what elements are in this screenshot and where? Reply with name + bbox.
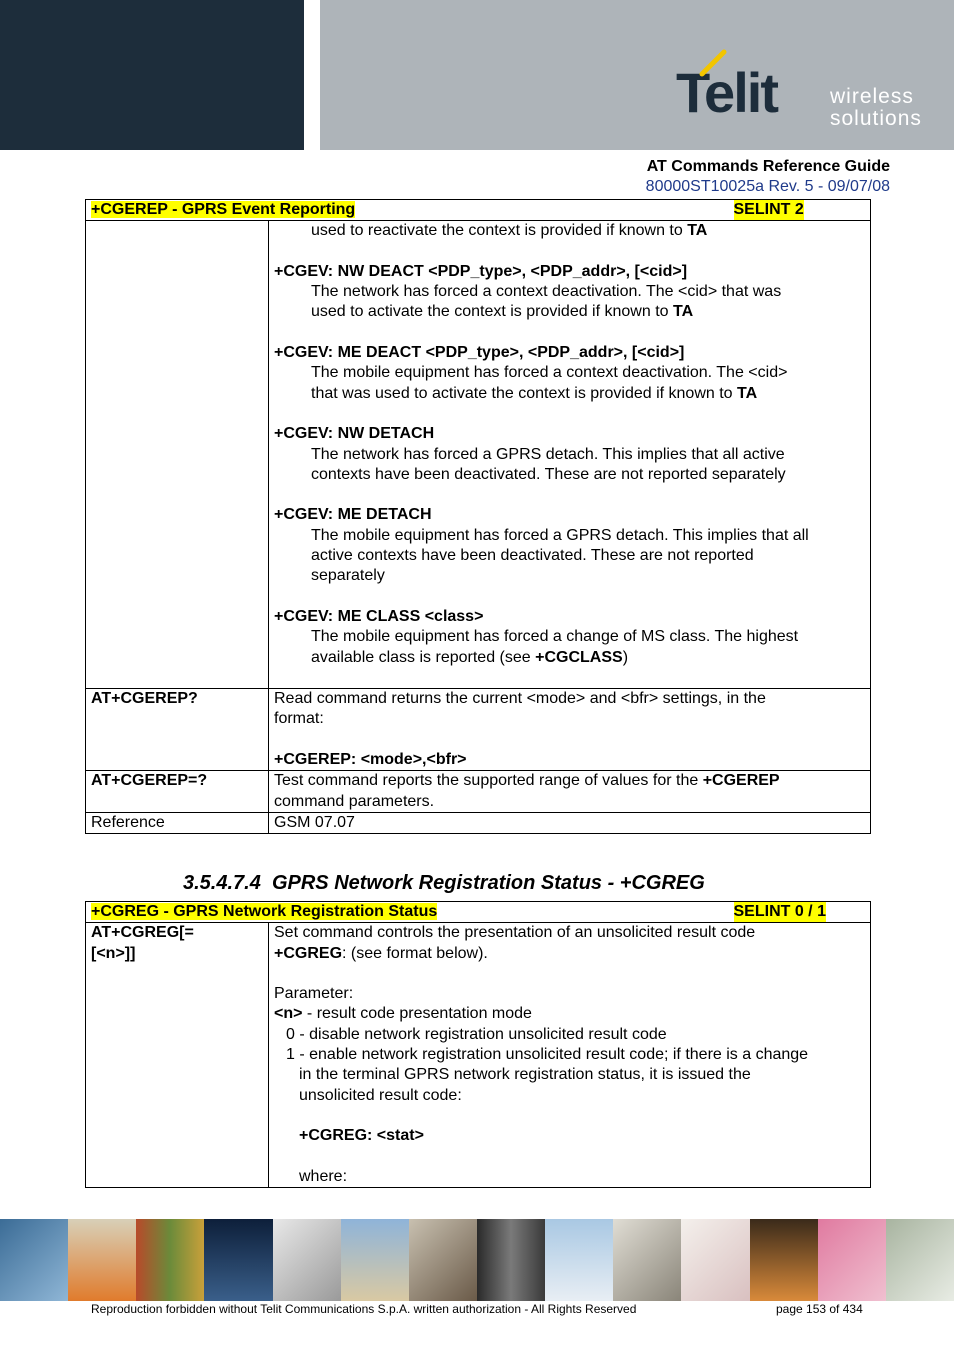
photo-tile xyxy=(0,1219,68,1301)
command-cell: AT+CGREG[= [<n>]] xyxy=(86,923,269,1188)
logo-word: Telit xyxy=(676,61,777,124)
photo-tile xyxy=(613,1219,681,1301)
description-cell: Set command controls the presentation of an unsolicited result code +CGREG: (see format below). Parameter: <n> - result code presentation mode 0 - disable network registration unsolicited result code 1 - enable network registration unsolicited result code; if there is a change in the terminal GPRS network registration status, it is issued the unsolicited result code: +CGREG: <stat> where: xyxy=(269,923,871,1188)
section-heading: 3.5.4.7.4 GPRS Network Registration Status - +CGREG xyxy=(183,872,705,894)
photo-tile xyxy=(545,1219,613,1301)
photo-tile xyxy=(477,1219,545,1301)
selint-badge: SELINT 0 / 1 xyxy=(734,902,826,922)
event-heading: +CGEV: ME DEACT <PDP_type>, <PDP_addr>, [<cid>] xyxy=(274,344,685,362)
telit-logo xyxy=(676,60,777,125)
cgerep-table xyxy=(85,199,871,834)
header-dark-panel xyxy=(0,0,304,150)
photo-tile xyxy=(818,1219,886,1301)
selint-badge: SELINT 2 xyxy=(734,200,804,220)
description-cell: Test command reports the supported range of values for the +CGEREP command parameters. xyxy=(269,771,871,813)
photo-tile xyxy=(341,1219,409,1301)
photo-tile xyxy=(68,1219,136,1301)
table-row xyxy=(86,812,871,833)
photo-tile xyxy=(204,1219,272,1301)
event-heading: +CGEV: ME CLASS <class> xyxy=(274,607,484,625)
table-row xyxy=(86,771,871,813)
reference-label: Reference xyxy=(86,812,269,833)
photo-tile xyxy=(409,1219,477,1301)
description-cell: Read command returns the current <mode> and <bfr> settings, in the format: +CGEREP: <mode>,<bfr> xyxy=(269,689,871,771)
footer-copyright: Reproduction forbidden without Telit Communications S.p.A. written authorization - All Rights Reserved xyxy=(91,1302,637,1316)
doc-title: AT Commands Reference Guide xyxy=(646,158,890,175)
cgreg-table xyxy=(85,901,871,1188)
table-header-row xyxy=(86,200,871,221)
reference-value: GSM 07.07 xyxy=(269,812,871,833)
photo-tile xyxy=(750,1219,818,1301)
table-row xyxy=(86,221,871,689)
continuation-cell: used to reactivate the context is provided if known to TA +CGEV: NW DEACT <PDP_type>, <PDP_addr>, [<cid>] The network has forced a context deactivation. The <cid> that was used to activate the context is provided if known to TA +CGEV: ME DEACT <PDP_type>, <PDP_addr>, [<cid>] The mobile equipment has forced a context deactivation. The <cid> that was used to activate the context is provided if known to TA +CGEV: NW DETACH The network has forced a GPRS detach. This implies that all active contexts have been deactivated. These are not reported separately +CGEV: ME DETACH The mobile equipment has forced a GPRS detach. This implies that all active contexts have been deactivated. These are not reported separately +CGEV: ME CLASS <class> The mobile equipment has forced a change of MS class. The highest available class is reported (see +CGCLASS) xyxy=(269,221,871,689)
photo-tile xyxy=(886,1219,954,1301)
table-title: +CGREG - GPRS Network Registration Status xyxy=(91,903,438,920)
table-title: +CGEREP - GPRS Event Reporting xyxy=(91,201,356,218)
page-number: page 153 of 434 xyxy=(776,1302,863,1316)
photo-tile xyxy=(273,1219,341,1301)
event-heading: +CGEV: NW DETACH xyxy=(274,425,435,443)
photo-tile xyxy=(136,1219,204,1301)
logo-tagline xyxy=(830,86,922,130)
command-cell: AT+CGEREP? xyxy=(86,689,269,771)
event-heading: +CGEV: ME DETACH xyxy=(274,506,432,524)
event-heading: +CGEV: NW DEACT <PDP_type>, <PDP_addr>, [<cid>] xyxy=(274,262,688,280)
table-row xyxy=(86,923,871,1188)
table-header-row xyxy=(86,902,871,923)
logo-tagline-line2: solutions xyxy=(830,107,922,130)
photo-tile xyxy=(681,1219,749,1301)
command-cell: AT+CGEREP=? xyxy=(86,771,269,813)
doc-revision: 80000ST10025a Rev. 5 - 09/07/08 xyxy=(645,178,890,195)
logo-accent-icon xyxy=(694,48,754,78)
logo-tagline-line1: wireless xyxy=(830,85,914,108)
footer-photo-strip xyxy=(0,1219,954,1301)
table-row xyxy=(86,689,871,771)
